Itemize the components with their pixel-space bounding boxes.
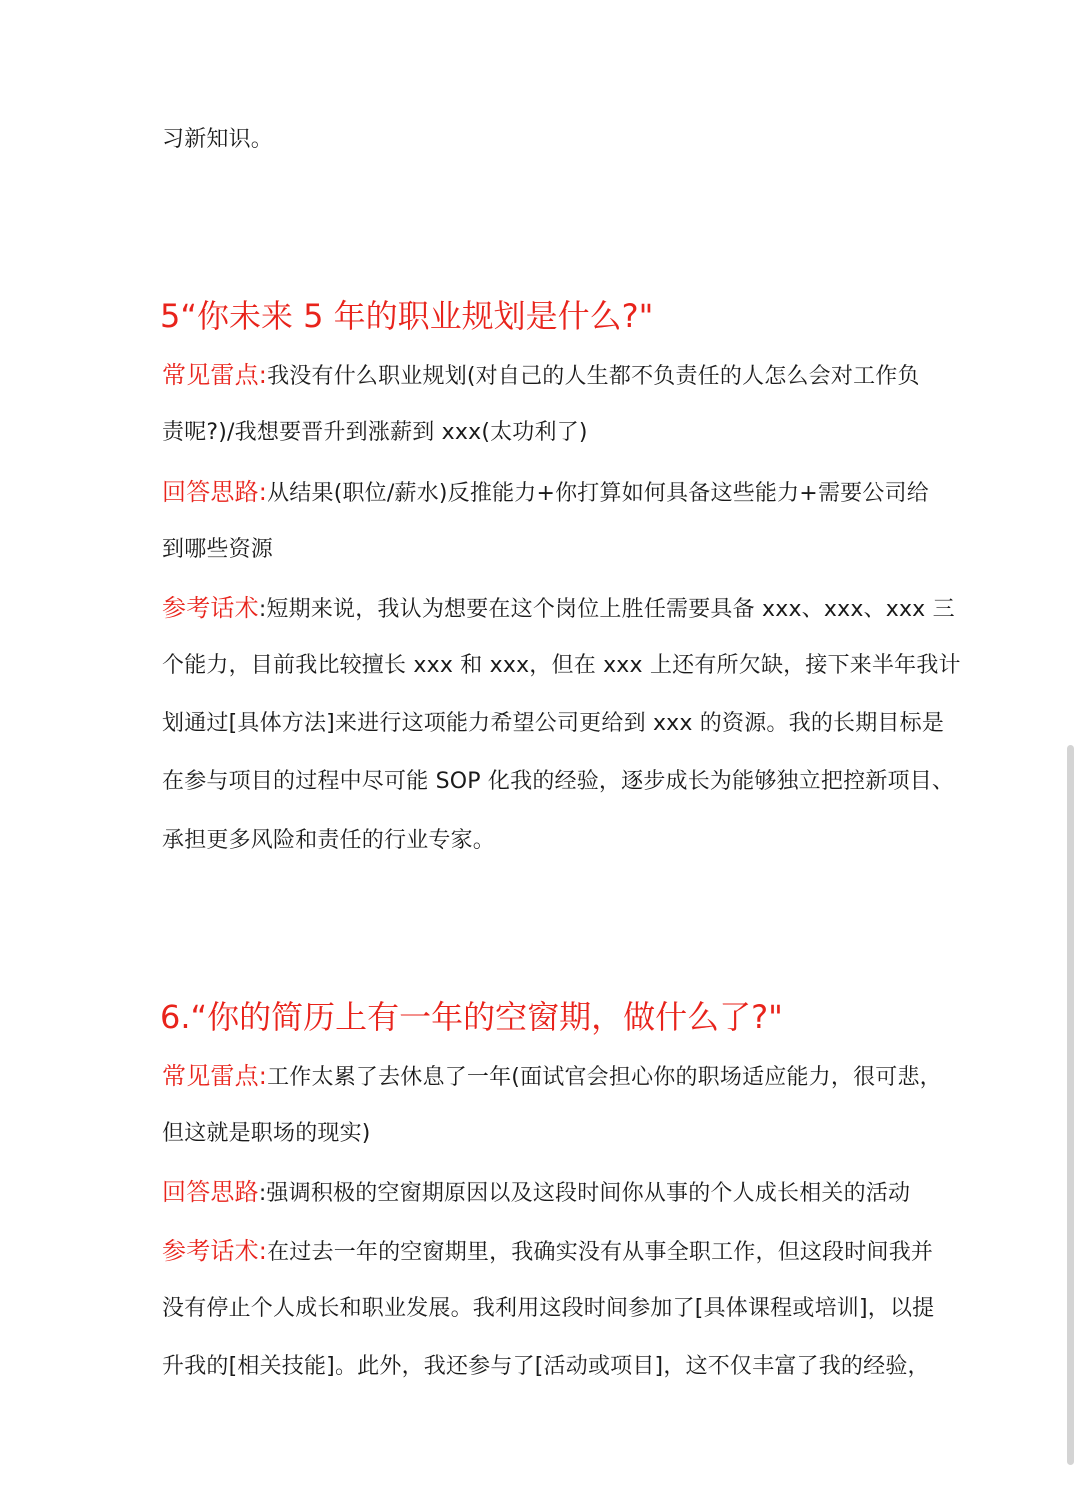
q5-pitfall-text-1: 我没有什么职业规划(对自己的人生都不负责任的人怎么会对工作负 (267, 364, 920, 389)
q6-heading: 6.“你的简历上有一年的空窗期，做什么了?" (160, 998, 783, 1036)
q5-heading: 5“你未来 5 年的职业规划是什么?" (160, 297, 654, 335)
q6-approach-text-1: :强调积极的空窗期原因以及这段时间你从事的个人成长相关的活动 (258, 1181, 911, 1206)
q5-approach-line-2: 到哪些资源 (162, 537, 274, 562)
q5-script-line-2: 个能力，目前我比较擅长 xxx 和 xxx，但在 xxx 上还有所欠缺，接下来半年我计 (162, 653, 961, 678)
q5-approach-line-1 (162, 477, 952, 509)
intro-tail-text: 习新知识。 (162, 127, 274, 152)
q6-script-line-1 (162, 1236, 952, 1268)
q5-pitfall-line-2: 责呢?)/我想要晋升到涨薪到 xxx(太功利了) (162, 420, 588, 445)
q6-pitfall-label: 常见雷点: (162, 1062, 268, 1090)
vertical-scrollbar[interactable] (1067, 745, 1074, 1465)
q6-script-text-1: 在过去一年的空窗期里，我确实没有从事全职工作，但这段时间我并 (267, 1240, 934, 1265)
q6-approach-line-1 (162, 1177, 952, 1209)
q6-script-line-3: 升我的[相关技能]。此外，我还参与了[活动或项目]，这不仅丰富了我的经验， (162, 1354, 930, 1379)
q5-approach-label: 回答思路: (162, 478, 268, 506)
q5-script-text-1: :短期来说，我认为想要在这个岗位上胜任需要具备 xxx、xxx、xxx 三 (258, 597, 955, 622)
q6-script-label: 参考话术: (162, 1237, 268, 1265)
q5-pitfall-line-1 (162, 360, 952, 392)
q6-script-line-2: 没有停止个人成长和职业发展。我利用这段时间参加了[具体课程或培训]，以提 (162, 1296, 935, 1321)
q5-pitfall-label: 常见雷点: (162, 361, 268, 389)
q6-pitfall-line-1 (162, 1061, 952, 1093)
q5-script-line-4: 在参与项目的过程中尽可能 SOP 化我的经验，逐步成长为能够独立把控新项目、 (162, 769, 955, 794)
q5-approach-text-1: 从结果(职位/薪水)反推能力+你打算如何具备这些能力+需要公司给 (267, 481, 929, 506)
q5-script-line-1 (162, 593, 955, 625)
q6-pitfall-text-1: 工作太累了去休息了一年(面试官会担心你的职场适应能力，很可悲， (267, 1065, 942, 1090)
q5-script-line-5: 承担更多风险和责任的行业专家。 (162, 828, 496, 853)
q5-script-line-3: 划通过[具体方法]来进行这项能力希望公司更给到 xxx 的资源。我的长期目标是 (162, 711, 945, 736)
q6-pitfall-line-2: 但这就是职场的现实) (162, 1121, 371, 1146)
q5-script-label: 参考话术 (162, 594, 259, 622)
q6-approach-label: 回答思路 (162, 1178, 259, 1206)
